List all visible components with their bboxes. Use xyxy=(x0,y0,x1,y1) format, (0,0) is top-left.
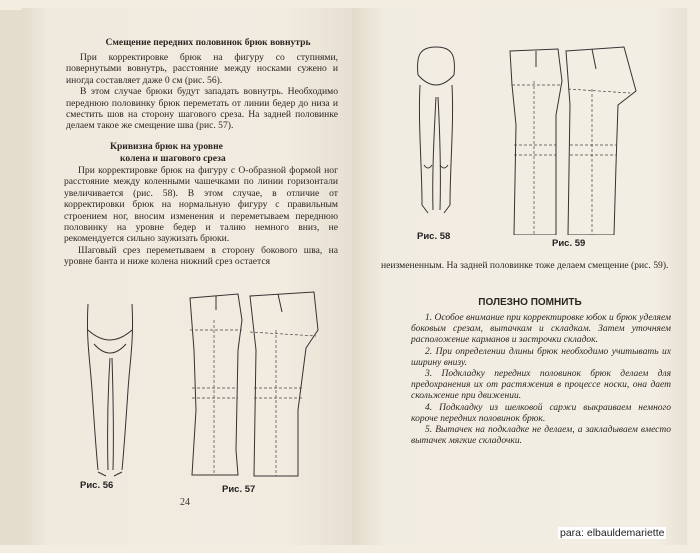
paragraph: При корректировке брюк на фигуру со ступнями, повернутыми вовнутрь, расстояние между носками сужено и иногда составляет даже 0 см (рис. 56). xyxy=(66,52,338,86)
remember-item: 1. Особое внимание при корректировке юбок и брюк уделяем боковым срезам, вытачкам и складкам. Затем уточняем расположение карманов и застрочки складок. xyxy=(411,313,671,346)
remember-heading: ПОЛЕЗНО ПОМНИТЬ xyxy=(478,297,582,308)
figure-56-caption: Рис. 56 xyxy=(80,480,114,491)
section-heading-2: Кривизна брюк на уровне xyxy=(110,141,223,152)
page-number-left: 24 xyxy=(180,497,190,508)
paragraph: При корректировке брюк на фигуру с О-образной формой ног расстояние между коленными чашечками по линии горизонтали увеличивается (рис. 58). В этом случае, в отличие от корректировки брюк на нормальную фигуру с правильным строением ног, вносим изменения и переметываем переднюю половинку на уровне бедер и талию немного вниз, не рекомендуется сильно заужизать брюки. xyxy=(64,165,338,245)
figure-59-caption: Рис. 59 xyxy=(552,238,586,249)
section-1-body xyxy=(66,52,338,132)
figure-58-caption: Рис. 58 xyxy=(417,231,451,242)
credit-watermark: para: elbauldemariette xyxy=(560,527,665,539)
remember-list xyxy=(411,313,671,447)
figure-57-caption: Рис. 57 xyxy=(222,484,256,495)
figure-59-drawing xyxy=(506,45,642,235)
remember-item: 5. Вытачек на подкладке не делаем, а закладываем вместо вытачек мягкие складочки. xyxy=(411,425,671,447)
section-heading-1: Смещение передних половинок брюк вовнутрь xyxy=(105,37,311,48)
section-2-body xyxy=(64,165,338,268)
figure-58-drawing xyxy=(406,45,466,220)
section-heading-2-line2: колена и шагового среза xyxy=(120,153,226,164)
remember-item: 2. При определении длины брюк необходимо учитывать их ширину внизу. xyxy=(411,346,671,368)
remember-item: 4. Подкладку из шелковой саржи выкраиваем немного короче передних половинок брюк. xyxy=(411,402,671,424)
continuation-text: неизмененным. На задней половинке тоже делаем смещение (рис. 59). xyxy=(381,260,669,271)
remember-item: 3. Подкладку передних половинок брюк делаем для предохранения их от растяжения в процессе носки, она дает скольжение при движении. xyxy=(411,369,671,402)
paragraph: Шаговый срез переметываем в сторону бокового шва, на уровне банта и ниже колена нижний срез остается xyxy=(64,244,338,268)
paragraph: В этом случае брюки будут западать вовнутрь. Необходимо переднюю половинку брюк переметать от линии бедер до низа и сместить шов на сторону шагового среза. На задней половинке делаем такое же смещение шва (рис. 57). xyxy=(66,86,338,132)
figure-56-drawing xyxy=(80,300,140,480)
figure-57-drawing xyxy=(186,290,326,480)
